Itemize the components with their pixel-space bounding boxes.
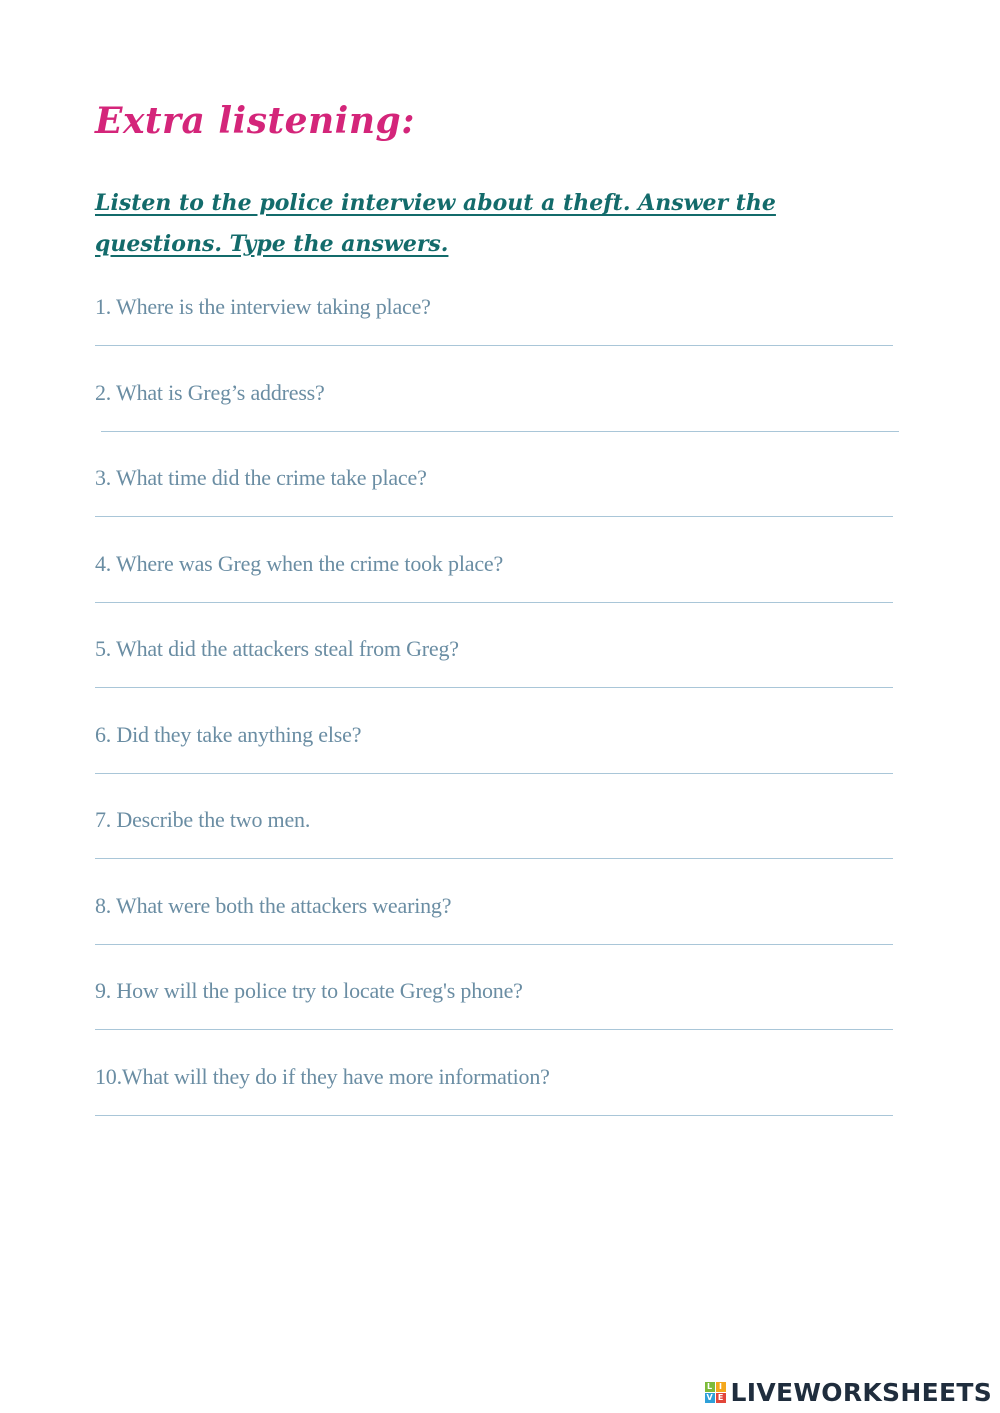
question-item — [95, 806, 895, 834]
answer-line — [95, 944, 893, 945]
answer-line — [95, 345, 893, 346]
question-text: 3. What time did the crime take place? — [95, 465, 427, 490]
answer-field[interactable] — [95, 488, 897, 518]
logo-tile-e: E — [716, 1393, 726, 1403]
instructions: Listen to the police interview about a theft. Answer the questions. Type the answers. — [95, 190, 776, 257]
question-text: 9. How will the police try to locate Greg's phone? — [95, 978, 523, 1003]
question-item — [95, 892, 895, 920]
answer-field[interactable] — [95, 317, 897, 347]
question-item — [95, 550, 895, 578]
question-item — [95, 721, 895, 749]
answer-line — [95, 687, 893, 688]
question-text: 7. Describe the two men. — [95, 807, 311, 832]
question-text: 8. What were both the attackers wearing? — [95, 893, 452, 918]
question-text: 2. What is Greg’s address? — [95, 380, 325, 405]
logo-tile-i: I — [716, 1382, 726, 1392]
worksheet-title: Extra listening: — [95, 100, 415, 142]
question-text: 1. Where is the interview taking place? — [95, 294, 431, 319]
answer-line — [101, 431, 899, 432]
answer-field[interactable] — [95, 574, 897, 604]
question-item — [95, 379, 895, 407]
answer-line — [95, 516, 893, 517]
question-item — [95, 464, 895, 492]
brand-name: LIVEWORKSHEETS — [730, 1378, 992, 1407]
question-text: 5. What did the attackers steal from Greg? — [95, 636, 459, 661]
liveworksheets-logo — [705, 1378, 992, 1407]
answer-field[interactable] — [95, 659, 897, 689]
answer-field[interactable] — [95, 745, 897, 775]
question-item — [95, 293, 895, 321]
answer-line — [95, 1115, 893, 1116]
question-item — [95, 635, 895, 663]
answer-line — [95, 602, 893, 603]
answer-field[interactable] — [95, 916, 897, 946]
logo-tile-l: L — [705, 1382, 715, 1392]
answer-field[interactable] — [95, 830, 897, 860]
question-item — [95, 977, 895, 1005]
question-item — [95, 1063, 895, 1091]
answer-field[interactable] — [95, 403, 897, 433]
answer-field[interactable] — [95, 1001, 897, 1031]
answer-field[interactable] — [95, 1087, 897, 1117]
question-text: 6. Did they take anything else? — [95, 722, 362, 747]
question-text: 10.What will they do if they have more information? — [95, 1064, 550, 1089]
question-text: 4. Where was Greg when the crime took place? — [95, 551, 504, 576]
liveworksheets-logo-icon — [705, 1382, 726, 1403]
answer-line — [95, 1029, 893, 1030]
answer-line — [95, 858, 893, 859]
logo-tile-v: V — [706, 1393, 713, 1402]
answer-line — [95, 773, 893, 774]
